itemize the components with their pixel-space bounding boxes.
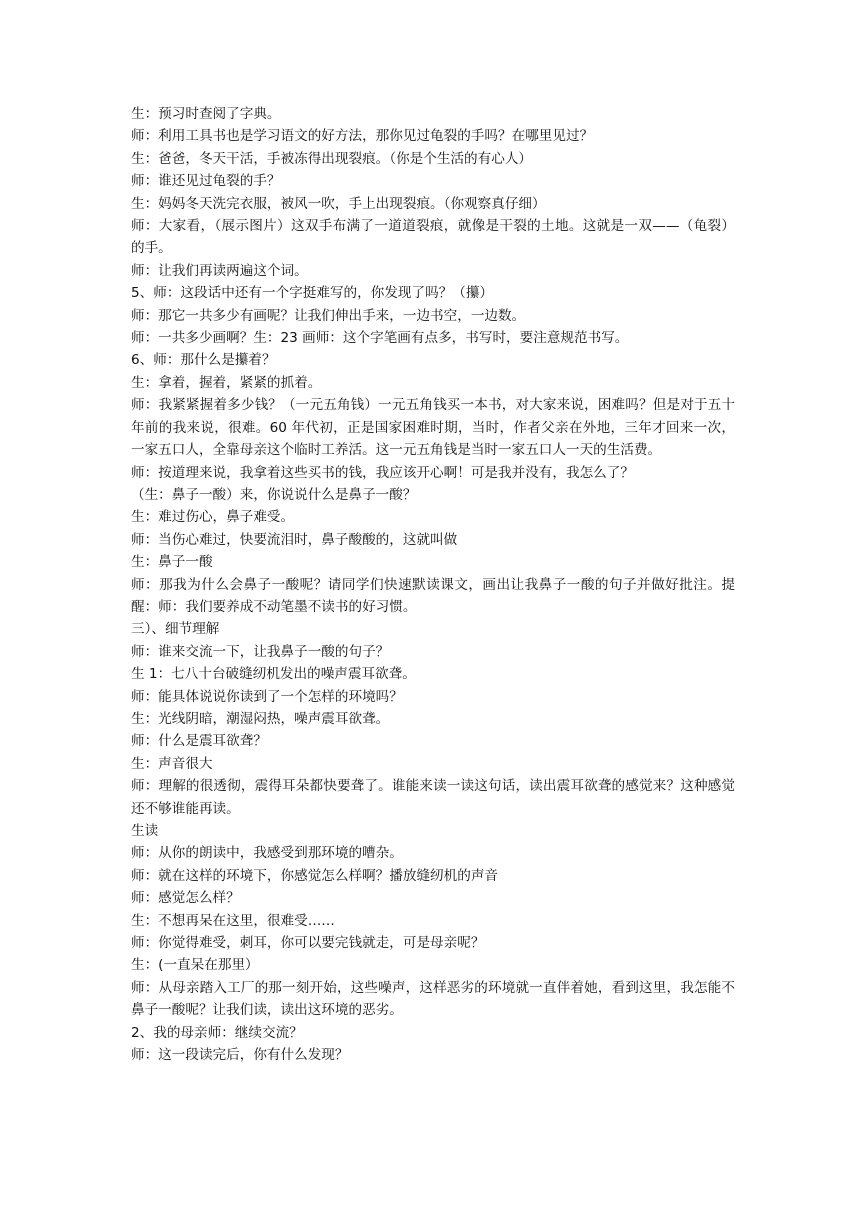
paragraph: 师：一共多少画啊？生：23 画师：这个字笔画有点多，书写时，要注意规范书写。 xyxy=(131,330,629,347)
paragraph: 师：让我们再读两遍这个词。 xyxy=(131,262,308,279)
paragraph: 师：什么是震耳欲聋？ xyxy=(131,733,267,750)
paragraph: 生：鼻子一酸 xyxy=(131,554,213,571)
paragraph: 6、师：那什么是攥着？ xyxy=(131,352,276,369)
paragraph: 师：理解的很透彻，震得耳朵都快要聋了。谁能来读一读这句话，读出震耳欲聋的感觉来？这种感觉还不够谁能再读。 xyxy=(131,778,735,817)
paragraph: 生：妈妈冬天洗完衣服，被风一吹，手上出现裂痕。（你观察真仔细） xyxy=(131,195,546,212)
paragraph: 生：拿着，握着，紧紧的抓着。 xyxy=(131,374,322,391)
paragraph: 师：那我为什么会鼻子一酸呢？请同学们快速默读课文，画出让我鼻子一酸的句子并做好批注。提醒：师：我们要养成不动笔墨不读书的好习惯。 xyxy=(131,576,735,615)
paragraph: 师：谁还见过龟裂的手？ xyxy=(131,173,281,190)
paragraph: 师：按道理来说，我拿着这些买书的钱，我应该开心啊！可是我并没有，我怎么了？ xyxy=(131,464,634,481)
paragraph: 师：你觉得难受，刺耳，你可以要完钱就走，可是母亲呢？ xyxy=(131,935,485,952)
paragraph: 2、我的母亲师：继续交流？ xyxy=(131,1024,303,1041)
paragraph: 生读 xyxy=(131,823,159,839)
paragraph: 生 1：七八十台破缝纫机发出的噪声震耳欲聋。 xyxy=(131,666,416,683)
paragraph: 师：从你的朗读中，我感受到那环境的嘈杂。 xyxy=(131,845,403,862)
lesson-transcript xyxy=(131,103,735,1066)
paragraph: 师：当伤心难过，快要流泪时，鼻子酸酸的，这就叫做 xyxy=(131,531,458,548)
paragraph: 师：那它一共多少有画呢？让我们伸出手来，一边书空，一边数。 xyxy=(131,307,526,324)
paragraph: 生：不想再呆在这里，很难受…… xyxy=(131,912,335,929)
section-heading: 三）、细节理解 xyxy=(131,621,220,638)
paragraph: 师：就在这样的环境下，你感觉怎么样啊？播放缝纫机的声音 xyxy=(131,867,499,884)
paragraph: 5、师：这段话中还有一个字挺难写的，你发现了吗？（攥） xyxy=(131,285,494,302)
paragraph: 师：感觉怎么样？ xyxy=(131,890,240,907)
paragraph: 生：预习时查阅了字典。 xyxy=(131,106,281,122)
paragraph: 师：从母亲踏入工厂的那一刻开始，这些噪声，这样恶劣的环境就一直伴着她，看到这里，我怎能不鼻子一酸呢？让我们读，读出这环境的恶劣。 xyxy=(131,979,735,1019)
paragraph: 生：声音很大 xyxy=(131,755,213,772)
paragraph: 师：谁来交流一下，让我鼻子一酸的句子？ xyxy=(131,643,390,660)
paragraph: 生：难过伤心，鼻子难受。 xyxy=(131,509,295,526)
paragraph: 师：利用工具书也是学习语文的好方法，那你见过龟裂的手吗？在哪里见过？ xyxy=(131,128,594,145)
paragraph: （生：鼻子一酸）来，你说说什么是鼻子一酸？ xyxy=(131,486,417,503)
paragraph: 师：大家看，（展示图片）这双手布满了一道道裂痕，就像是干裂的土地。这就是一双——（龟裂）的手。 xyxy=(131,218,735,257)
paragraph: 师：能具体说说你读到了一个怎样的环境吗？ xyxy=(131,688,403,705)
paragraph: 生：(一直呆在那里） xyxy=(131,957,259,974)
paragraph: 生：爸爸，冬天干活，手被冻得出现裂痕。（你是个生活的有心人） xyxy=(131,150,533,167)
paragraph: 师：这一段读完后，你有什么发现？ xyxy=(131,1047,349,1064)
paragraph: 师：我紧紧握着多少钱？（一元五角钱）一元五角钱买一本书，对大家来说，困难吗？但是对于五十年前的我来说，很难。60 年代初，正是国家困难时期，当时，作者父亲在外地，三年才回来一次，一家五口人，全靠母亲这个临时工养活。这一元五角钱是当时一家五口人一天的生活费。 xyxy=(131,397,735,459)
paragraph: 生：光线阴暗，潮湿闷热，噪声震耳欲聋。 xyxy=(131,710,390,727)
